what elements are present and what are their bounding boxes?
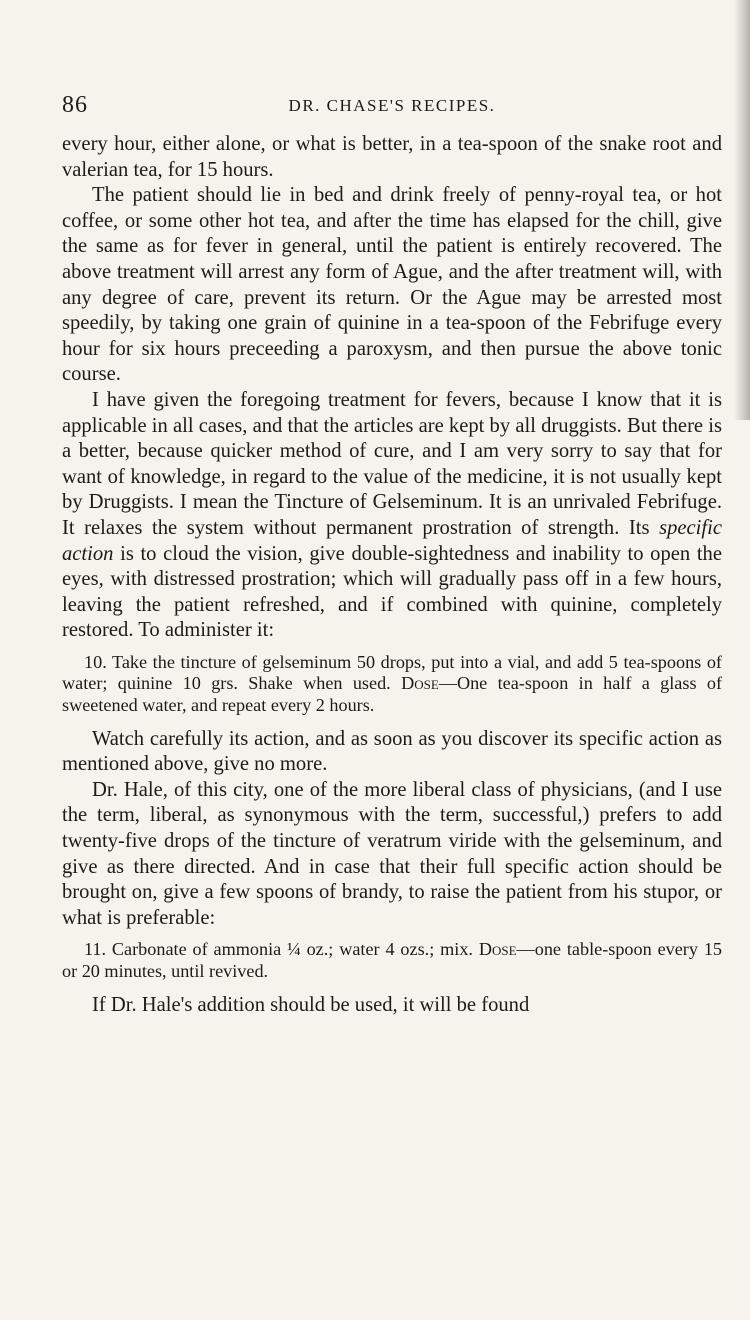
paragraph-continuation: every hour, either alone, or what is better, in a tea-spoon of the snake root and valerian tea, for 15 hours. xyxy=(62,133,722,181)
recipe-11-dose-text: —one table-spoon every 15 or 20 minutes, until revived. xyxy=(62,939,723,981)
recipe-10-text: 10. Take the tincture of gelseminum 50 drops, put into a vial, and add 5 tea-spoons of water; quinine 10 grs. Shake when used. xyxy=(62,651,722,694)
running-title: DR. CHASE'S RECIPES. xyxy=(288,96,496,115)
paragraph-dr-hale: Dr. Hale, of this city, one of the more liberal class of physicians, (and I use the term, liberal, as synonymous with the term, successful,) prefers to add twenty-five drops of the tincture of veratrum viride with the gelseminum, and give as there directed. And in case that their full specific action should be brought on, give a few spoons of brandy, to raise the patient from his stupor, or what is preferable: xyxy=(62,778,722,929)
page-edge-shadow xyxy=(734,0,750,420)
gelseminum-text-a: I have given the foregoing treatment for fevers, because I know that it is applicable in all cases, and that the articles are kept by all druggists. But there is a better, because quicker method of cure, and I am very sorry to say that for want of knowledge, in regard to the value of the medicine, it is not usually kept by Druggists. I mean the Tincture of Gelseminum. It is an unrivaled Febrifuge. It relaxes the system without permanent prostration of strength. Its xyxy=(62,388,722,539)
paragraph-watch-action: Watch carefully its action, and as soon as you discover its specific action as mentioned above, give no more. xyxy=(62,727,722,776)
recipe-10 xyxy=(62,652,722,717)
paragraph-hale-addition: If Dr. Hale's addition should be used, it will be found xyxy=(92,993,530,1016)
body-text xyxy=(62,132,722,1018)
recipe-11 xyxy=(62,939,722,982)
paragraph-ague-treatment: The patient should lie in bed and drink freely of penny-royal tea, or hot coffee, or some other hot tea, and after the time has elapsed for the chill, give the same as for fever in general, until the patient is entirely recovered. The above treatment will arrest any form of Ague, and the after treatment will, with any degree of care, prevent its return. Or the Ague may be arrested most speedily, by taking one grain of quinine in a tea-spoon of the Febrifuge every hour for six hours preceeding a paroxysm, and then pursue the above tonic course. xyxy=(62,184,722,386)
recipe-10-dose-text: —One tea-spoon in half a glass of sweetened water, and repeat every 2 hours. xyxy=(62,673,723,716)
recipe-11-text: 11. Carbonate of ammonia ¼ oz.; water 4 ozs.; mix. xyxy=(84,939,473,960)
page-header xyxy=(62,92,722,132)
paragraph-gelseminum xyxy=(62,388,722,644)
page-number: 86 xyxy=(62,92,88,118)
recipe-10-dose-label: Dose xyxy=(401,673,439,694)
gelseminum-text-b: is to cloud the vision, give double-sightedness and inability to open the eyes, with distressed prostration; which will gradually pass off in a few hours, leaving the patient refreshed, and if combined with quinine, completely restored. To administer it: xyxy=(62,542,722,642)
recipe-11-dose-label: Dose xyxy=(478,939,517,960)
specific-action-emphasis: specific action xyxy=(62,516,722,565)
book-page xyxy=(62,92,722,1018)
